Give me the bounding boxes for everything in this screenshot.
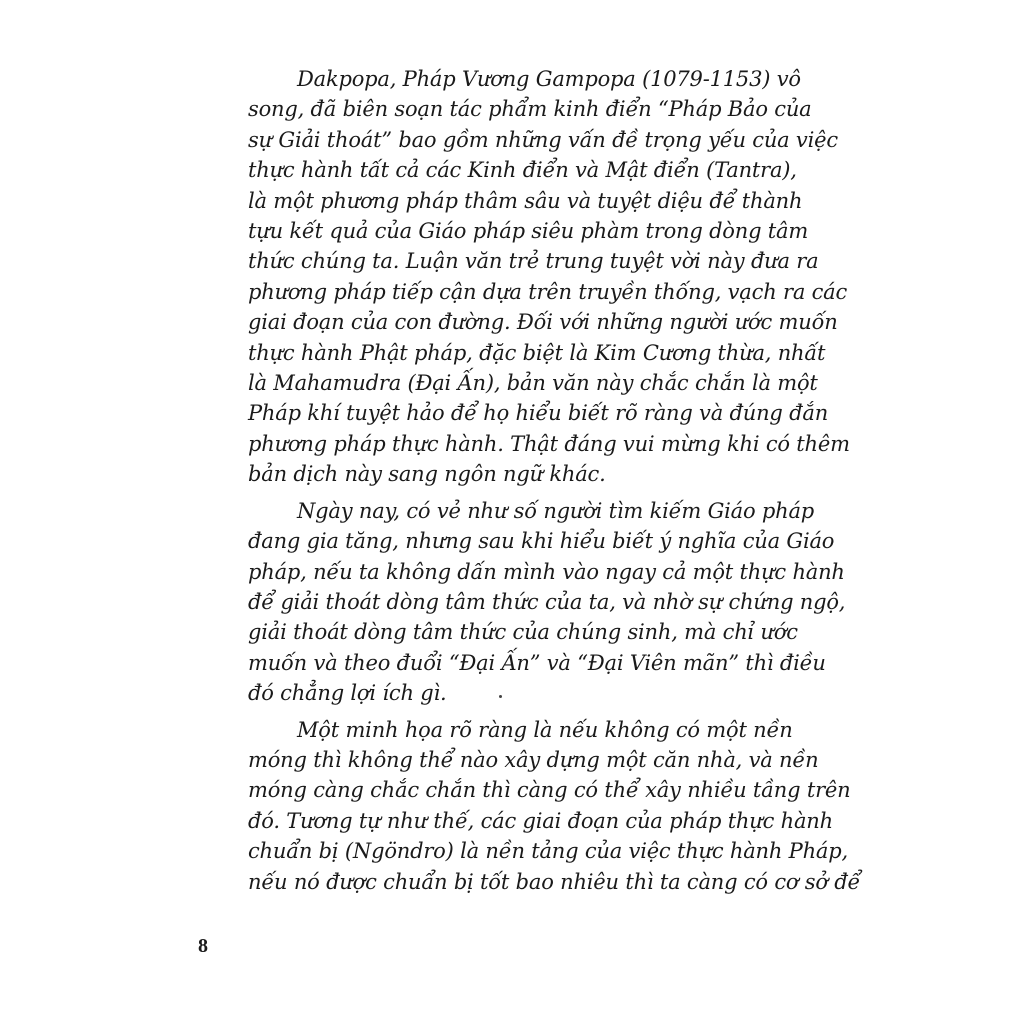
- text-line: phương pháp tiếp cận dựa trên truyền thống, vạch ra các: [248, 279, 848, 304]
- text-line: là Mahamudra (Đại Ấn), bản văn này chắc chắn là một: [248, 371, 818, 396]
- paragraph-2: [248, 496, 846, 709]
- text-line: để giải thoát dòng tâm thức của ta, và nhờ sự chứng ngộ,: [248, 589, 846, 614]
- text-line: giải thoát dòng tâm thức của chúng sinh, mà chỉ ước: [248, 620, 798, 645]
- text-line: móng thì không thể nào xây dựng một căn nhà, và nền: [248, 747, 819, 772]
- text-line: muốn và theo đuổi “Đại Ấn” và “Đại Viên mãn” thì điều: [248, 650, 826, 675]
- text-line: thực hành Phật pháp, đặc biệt là Kim Cương thừa, nhất: [248, 340, 826, 365]
- text-line: phương pháp thực hành. Thật đáng vui mừng khi có thêm: [248, 431, 850, 456]
- text-line: giai đoạn của con đường. Đối với những người ước muốn: [248, 310, 838, 335]
- text-line: Pháp khí tuyệt hảo để họ hiểu biết rõ ràng và đúng đắn: [248, 401, 829, 426]
- text-line: Dakpopa, Pháp Vương Gampopa (1079-1153) vô: [297, 67, 801, 91]
- text-line: nếu nó được chuẩn bị tốt bao nhiêu thì ta càng có cơ sở để: [248, 869, 861, 894]
- text-line: tựu kết quả của Giáo pháp siêu phàm trong dòng tâm: [248, 219, 809, 244]
- text-line: pháp, nếu ta không dấn mình vào ngay cả một thực hành: [248, 559, 845, 584]
- text-line: song, đã biên soạn tác phẩm kinh điển “Pháp Bảo của: [248, 97, 812, 122]
- paragraph-3: [248, 715, 861, 897]
- text-line: sự Giải thoát” bao gồm những vấn đề trọng yếu của việc: [248, 127, 838, 152]
- page-number: 8: [198, 935, 208, 957]
- text-line: đó chẳng lợi ích gì.: [248, 681, 447, 706]
- text-line: Ngày nay, có vẻ như số người tìm kiếm Giáo pháp: [297, 498, 815, 523]
- text-line: thức chúng ta. Luận văn trẻ trung tuyệt vời này đưa ra: [248, 249, 819, 274]
- text-line: bản dịch này sang ngôn ngữ khác.: [248, 462, 606, 487]
- text-line: chuẩn bị (Ngöndro) là nền tảng của việc thực hành Pháp,: [248, 839, 848, 864]
- text-line: đó. Tương tự như thế, các giai đoạn của pháp thực hành: [248, 808, 833, 833]
- text-line: thực hành tất cả các Kinh điển và Mật điển (Tantra),: [248, 158, 797, 183]
- text-line: là một phương pháp thâm sâu và tuyệt diệu để thành: [248, 188, 803, 213]
- ink-speck: [499, 695, 502, 698]
- paragraph-1: [248, 64, 850, 490]
- text-line: móng càng chắc chắn thì càng có thể xây nhiều tầng trên: [248, 778, 851, 803]
- text-line: đang gia tăng, nhưng sau khi hiểu biết ý nghĩa của Giáo: [248, 529, 835, 554]
- body-text: [248, 64, 861, 903]
- text-line: Một minh họa rõ ràng là nếu không có một nền: [297, 717, 793, 742]
